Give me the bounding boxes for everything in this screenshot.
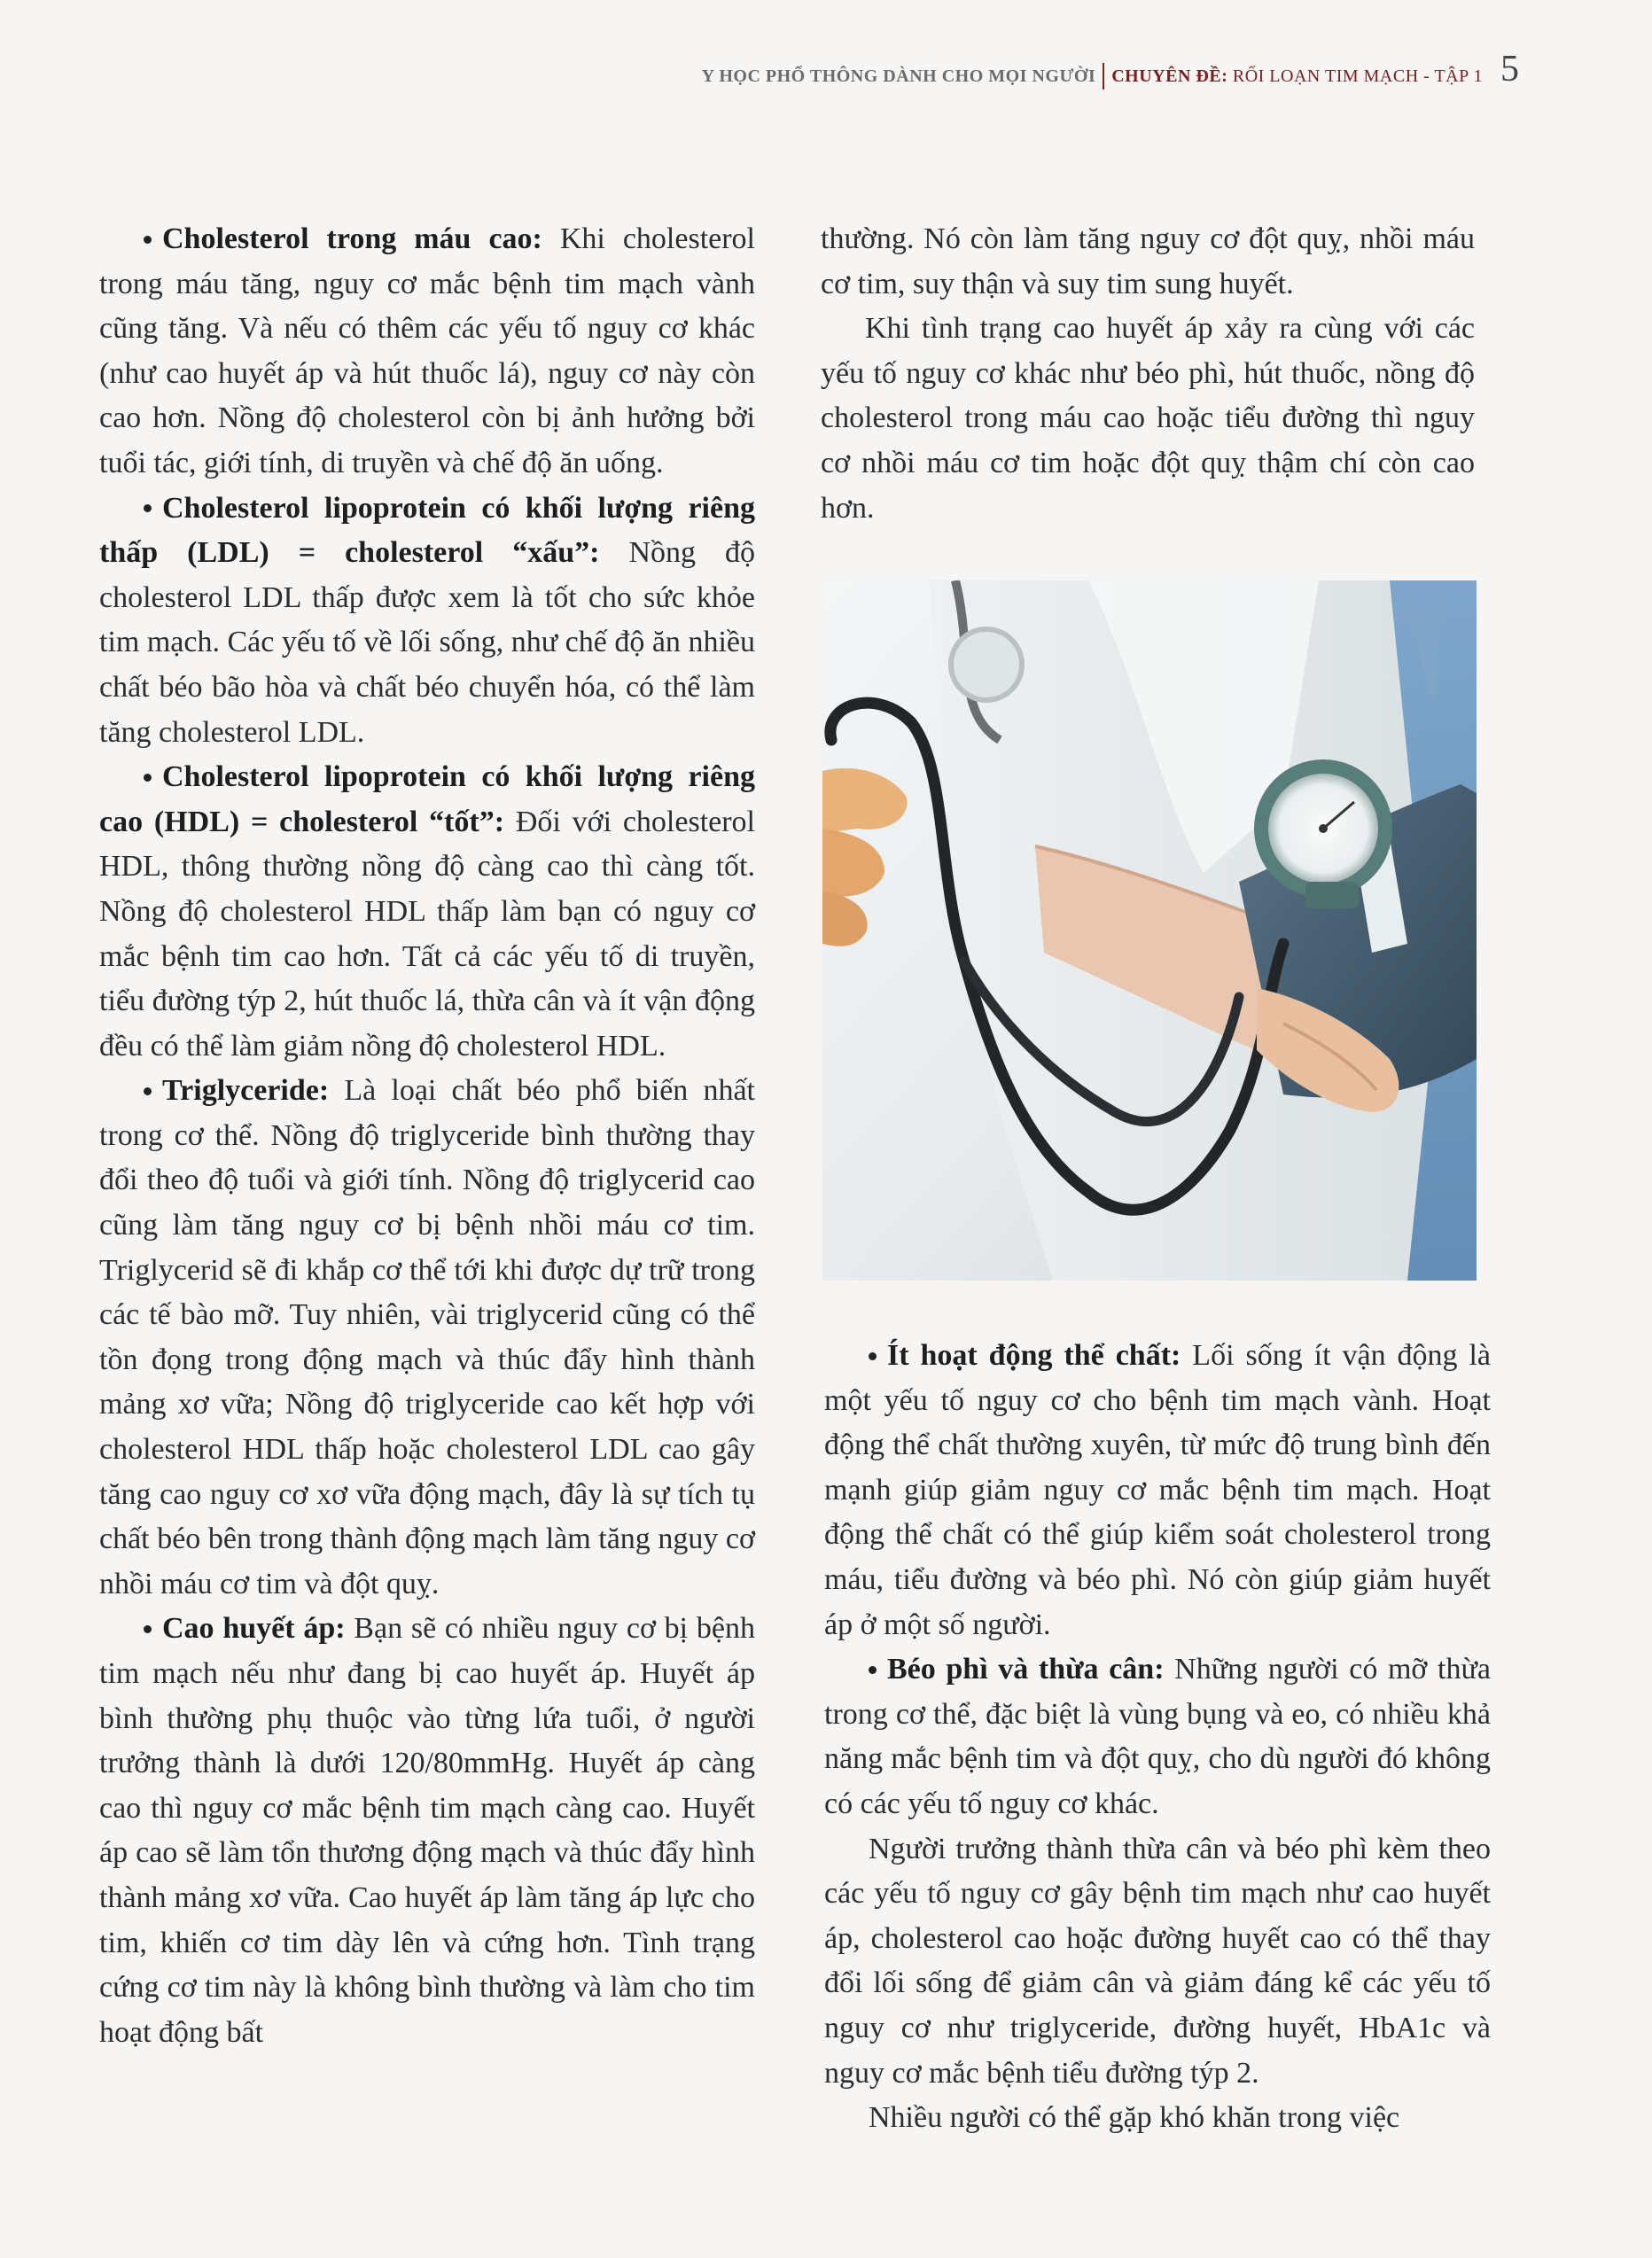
book-title: Y HỌC PHỔ THÔNG DÀNH CHO MỌI NGƯỜI bbox=[701, 66, 1096, 86]
term-inactivity: Ít hoạt động thể chất: bbox=[887, 1339, 1181, 1372]
paragraph-weight-loss: Người trưởng thành thừa cân và béo phì kèm theo các yếu tố nguy cơ gây bệnh tim mạch như cao huyết áp, cholesterol cao hoặc đường huyết cao có thể thay đổi lối sống để giảm cân và giảm đáng kể các yếu tố nguy cơ như triglyceride, đường huyết, HbA1c và nguy cơ mắc bệnh tiểu đường týp 2. bbox=[824, 1832, 1491, 2090]
bullet-icon bbox=[144, 1625, 152, 1633]
paragraph-triglyceride bbox=[99, 1069, 755, 1607]
right-column-top bbox=[821, 217, 1475, 531]
term-hypertension: Cao huyết áp: bbox=[162, 1612, 346, 1646]
bullet-icon bbox=[144, 504, 152, 512]
paragraph-obesity bbox=[824, 1647, 1491, 1826]
topic-label: CHUYÊN ĐỀ: bbox=[1111, 66, 1228, 86]
paragraph-ldl bbox=[99, 487, 755, 756]
term-high-cholesterol: Cholesterol trong máu cao: bbox=[162, 222, 542, 255]
bullet-icon bbox=[144, 1087, 152, 1095]
paragraph-high-cholesterol bbox=[99, 217, 755, 487]
running-header bbox=[701, 49, 1519, 97]
doctor-measuring-blood-pressure-image bbox=[822, 580, 1477, 1281]
bullet-icon bbox=[869, 1352, 877, 1360]
topic-title bbox=[1111, 66, 1483, 87]
term-triglyceride: Triglyceride: bbox=[162, 1074, 330, 1108]
topic-name: RỐI LOẠN TIM MẠCH - TẬP 1 bbox=[1232, 66, 1483, 86]
paragraph-hdl bbox=[99, 755, 755, 1069]
right-column-bottom bbox=[824, 1334, 1491, 2141]
term-ldl: Cholesterol lipoprotein có khối lượng riêng thấp (LDL) = cholesterol “xấu”: bbox=[99, 491, 755, 570]
paragraph-difficulty: Nhiều người có thể gặp khó khăn trong việc bbox=[869, 2101, 1400, 2135]
paragraph-combined-risk: Khi tình trạng cao huyết áp xảy ra cùng với các yếu tố nguy cơ khác như béo phì, hút thuốc, nồng độ cholesterol trong máu cao hoặc tiểu đường thì nguy cơ nhồi máu cơ tim hoặc đột quỵ thậm chí còn cao hơn. bbox=[821, 312, 1475, 525]
text-ldl: Nồng độ cholesterol LDL thấp được xem là tốt cho sức khỏe tim mạch. Các yếu tố về lối sống, như chế độ ăn nhiều chất béo bão hòa và chất béo chuyển hóa, có thể làm tăng cholesterol LDL. bbox=[99, 536, 756, 749]
paragraph-continued: thường. Nó còn làm tăng nguy cơ đột quỵ, nhồi máu cơ tim, suy thận và suy tim sung huyết. bbox=[821, 222, 1475, 300]
text-high-cholesterol: Khi cholesterol trong máu tăng, nguy cơ mắc bệnh tim mạch vành cũng tăng. Và nếu có thêm các yếu tố nguy cơ khác (như cao huyết áp và hút thuốc lá), nguy cơ này còn cao hơn. Nồng độ cholesterol còn bị ảnh hưởng bởi tuổi tác, giới tính, di truyền và chế độ ăn uống. bbox=[99, 222, 756, 479]
left-column bbox=[99, 217, 755, 2055]
paragraph-inactivity bbox=[824, 1334, 1491, 1647]
header-divider bbox=[1103, 63, 1104, 90]
text-inactivity: Lối sống ít vận động là một yếu tố nguy cơ cho bệnh tim mạch vành. Hoạt động thể chất thường xuyên, từ mức độ trung bình đến mạnh giúp giảm nguy cơ mắc bệnh tim mạch. Hoạt động thể chất có thể giúp kiểm soát cholesterol trong máu, tiểu đường và béo phì. Nó còn giúp giảm huyết áp ở một số người. bbox=[824, 1339, 1491, 1641]
term-hdl: Cholesterol lipoprotein có khối lượng riêng cao (HDL) = cholesterol “tốt”: bbox=[99, 760, 755, 838]
bullet-icon bbox=[869, 1666, 877, 1674]
bullet-icon bbox=[144, 774, 152, 782]
text-obesity: Những người có mỡ thừa trong cơ thể, đặc biệt là vùng bụng và eo, có nhiều khả năng mắc bệnh tim và đột quỵ, cho dù người đó không có các yếu tố nguy cơ khác. bbox=[824, 1653, 1491, 1820]
paragraph-hypertension bbox=[99, 1607, 755, 2055]
blood-pressure-photo bbox=[822, 580, 1477, 1281]
term-obesity: Béo phì và thừa cân: bbox=[887, 1653, 1165, 1686]
text-hdl: Đối với cholesterol HDL, thông thường nồng độ càng cao thì càng tốt. Nồng độ cholesterol HDL thấp làm bạn có nguy cơ mắc bệnh tim cao hơn. Tất cả các yếu tố di truyền, tiểu đường týp 2, hút thuốc lá, thừa cân và ít vận động đều có thể làm giảm nồng độ cholesterol HDL. bbox=[99, 805, 755, 1063]
text-triglyceride: Là loại chất béo phổ biến nhất trong cơ thể. Nồng độ triglyceride bình thường thay đổi theo độ tuổi và giới tính. Nồng độ triglycerid cao cũng làm tăng nguy cơ bị bệnh nhồi máu cơ tim. Triglycerid sẽ đi khắp cơ thể tới khi được dự trữ trong các tế bào mỡ. Tuy nhiên, vài triglycerid cũng có thể tồn đọng trong động mạch và thúc đẩy hình thành mảng xơ vữa; Nồng độ triglyceride cao kết hợp với cholesterol HDL thấp hoặc cholesterol LDL cao gây tăng cao nguy cơ xơ vữa động mạch, đây là sự tích tụ chất béo bên trong thành động mạch làm tăng nguy cơ nhồi máu cơ tim và đột quỵ. bbox=[99, 1074, 755, 1600]
page-number: 5 bbox=[1500, 49, 1519, 90]
bullet-icon bbox=[144, 236, 152, 244]
text-hypertension: Bạn sẽ có nhiều nguy cơ bị bệnh tim mạch nếu như đang bị cao huyết áp. Huyết áp bình thường phụ thuộc vào từng lứa tuổi, ở người trưởng thành là dưới 120/80mmHg. Huyết áp càng cao thì nguy cơ mắc bệnh tim mạch càng cao. Huyết áp cao sẽ làm tổn thương động mạch và thúc đẩy hình thành mảng xơ vữa. Cao huyết áp làm tăng áp lực cho tim, khiến cơ tim dày lên và cứng hơn. Tình trạng cứng cơ tim này là không bình thường và làm cho tim hoạt động bất bbox=[99, 1612, 755, 2049]
